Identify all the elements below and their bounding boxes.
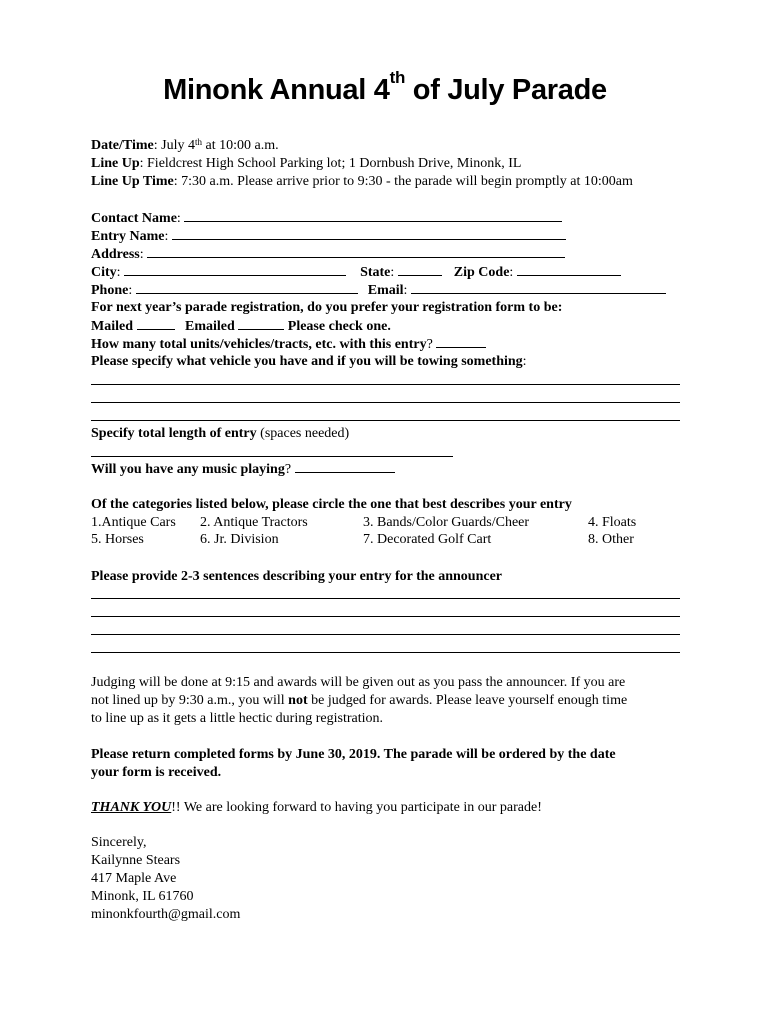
categories-heading: Of the categories listed below, please circle the one that best describes your entry [91,497,572,512]
return-deadline-line: your form is received. [91,765,222,780]
thank-you-line: THANK YOU!! We are looking forward to having you participate in our parade! [91,800,542,815]
phone-email-row: Phone: Email: [91,281,666,299]
announcer-line-1[interactable] [91,598,680,599]
announcer-heading: Please provide 2-3 sentences describing your entry for the announcer [91,569,503,584]
lineup-line: Line Up: Fieldcrest High School Parking lot; 1 Dornbush Drive, Minonk, IL [91,156,522,171]
announcer-line-3[interactable] [91,634,680,635]
category-option[interactable]: 3. Bands/Color Guards/Cheer [363,515,530,530]
category-option[interactable]: 4. Floats [588,515,637,530]
announcer-line-4[interactable] [91,652,680,653]
length-question: Specify total length of entry (spaces needed) [91,426,350,441]
address-field[interactable] [147,245,565,258]
zip-field[interactable] [517,263,621,276]
address-row: Address: [91,245,565,263]
length-field[interactable] [91,456,453,457]
vehicle-line-1[interactable] [91,384,680,385]
category-option[interactable]: 6. Jr. Division [200,532,279,547]
judging-text-line: Judging will be done at 9:15 and awards will be given out as you pass the announcer. If you are [91,675,626,690]
category-option[interactable]: 5. Horses [91,532,144,547]
signature-closing: Sincerely, [91,835,147,850]
lineup-time-line: Line Up Time: 7:30 a.m. Please arrive prior to 9:30 - the parade will begin promptly at 10:00am [91,174,633,189]
emailed-checkbox[interactable] [238,317,284,330]
registration-question: For next year’s parade registration, do you prefer your registration form to be: [91,300,563,315]
signature-name: Kailynne Stears [91,853,181,868]
music-field[interactable] [295,460,395,473]
contact-name-row: Contact Name: [91,209,562,227]
contact-name-field[interactable] [184,209,562,222]
units-field[interactable] [436,335,486,348]
judging-text-line: not lined up by 9:30 a.m., you will not be judged for awards. Please leave yourself enough time [91,693,628,708]
category-option[interactable]: 8. Other [588,532,634,547]
units-question-row: How many total units/vehicles/tracts, etc. with this entry? [91,335,486,353]
city-state-zip-row: City: State: Zip Code: [91,263,621,281]
entry-name-row: Entry Name: [91,227,566,245]
signature-email[interactable]: minonkfourth@gmail.com [91,907,241,922]
entry-name-field[interactable] [172,227,566,240]
vehicle-question: Please specify what vehicle you have and if you will be towing something: [91,354,527,369]
city-field[interactable] [124,263,346,276]
judging-text-line: to line up as it gets a little hectic during registration. [91,711,383,726]
category-option[interactable]: 7. Decorated Golf Cart [363,532,492,547]
vehicle-line-2[interactable] [91,402,680,403]
email-field[interactable] [411,281,666,294]
state-field[interactable] [398,263,442,276]
signature-city: Minonk, IL 61760 [91,889,194,904]
signature-street: 417 Maple Ave [91,871,177,886]
phone-field[interactable] [136,281,358,294]
music-question-row: Will you have any music playing? [91,460,395,478]
vehicle-line-3[interactable] [91,420,680,421]
page-title: Minonk Annual 4th of July Parade [163,68,607,106]
datetime-line: Date/Time: July 4th at 10:00 a.m. [91,137,279,153]
mailed-checkbox[interactable] [137,317,175,330]
category-option[interactable]: 1.Antique Cars [91,515,176,530]
announcer-line-2[interactable] [91,616,680,617]
return-deadline-line: Please return completed forms by June 30, 2019. The parade will be ordered by the date [91,747,616,762]
category-option[interactable]: 2. Antique Tractors [200,515,308,530]
mail-email-choice-row: Mailed Emailed Please check one. [91,319,391,334]
